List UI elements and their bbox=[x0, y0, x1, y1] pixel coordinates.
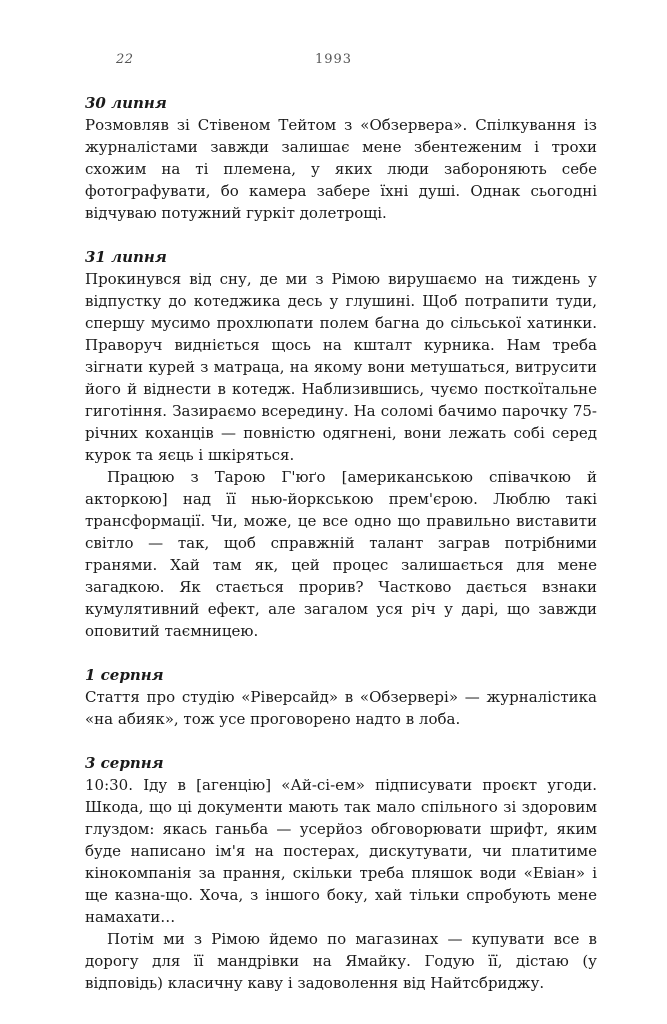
entry-paragraph: Розмовляв зі Стівеном Тейтом з «Обзервера». Спілкування із журналістами завжди залишає мене збентеженим і трохи схожим на ті племена, у яких люди забороняють себе фотографувати, бо камера забере їхні душі. Однак сьогодні відчуваю потужний гуркіт долетрощі. bbox=[85, 116, 597, 222]
entry-paragraph: Потім ми з Рімою йдемо по магазинах — купувати все в дорогу для її мандрівки на Ямайку. Годую її, дістаю (у відповідь) класичну каву і задоволення від Найтсбриджу. bbox=[85, 930, 597, 992]
entry-paragraph: 10:30. Іду в [агенцію] «Ай-сі-ем» підписувати проєкт угоди. Шкода, що ці документи мають так мало спільного зі здоровим глуздом: якась ганьба — усерйоз обговорювати шрифт, яким буде написано ім'я на постерах, дискутувати, чи платитиме кінокомпанія за прання, скільки треба пляшок води «Евіан» і ще казна-що. Хоча, з іншого боку, хай тільки спробують мене намахати… bbox=[85, 776, 597, 926]
diary-entry bbox=[85, 664, 597, 730]
page-number: 22 bbox=[116, 52, 134, 67]
entry-date: 30 липня bbox=[85, 94, 167, 112]
diary-content bbox=[85, 92, 597, 1016]
entry-date: 1 серпня bbox=[85, 666, 164, 684]
entry-date: 31 липня bbox=[85, 248, 167, 266]
running-head: 1993 bbox=[314, 52, 353, 67]
diary-entry bbox=[85, 92, 597, 224]
entry-paragraph: Прокинувся від сну, де ми з Рімою вирушаємо на тиждень у відпустку до котеджика десь у глушині. Щоб потрапити туди, спершу мусимо прохлюпати полем багна до сільської хатинки. Праворуч видніється щось на кшталт курника. Нам треба зігнати курей з матраца, на якому вони метушаться, витрусити його й віднести в котедж. Наблизившись, чуємо посткоїтальне гиготіння. Зазираємо всередину. На соломі бачимо парочку 75-річних коханців — повністю одягнені, вони лежать собі серед курок та яєць і шкіряться. bbox=[85, 270, 597, 464]
entry-paragraph: Працюю з Тарою Г'юґо [американською співачкою й акторкою] над її нью-йоркською прем'єрою. Люблю такі трансформації. Чи, може, це все одно що правильно виставити світло — так, щоб справжній талант заграв потрібними гранями. Хай там як, цей процес залишається для мене загадкою. Як стається прорив? Частково дається взнаки кумулятивний ефект, але загалом уся річ у дарі, що завжди оповитий таємницею. bbox=[85, 468, 597, 640]
diary-entry bbox=[85, 246, 597, 642]
entry-paragraph: Стаття про студію «Ріверсайд» в «Обзервері» — журналістика «на абияк», тож усе проговорено надто в лоба. bbox=[85, 688, 597, 728]
diary-entry bbox=[85, 752, 597, 994]
entry-date: 3 серпня bbox=[85, 754, 164, 772]
